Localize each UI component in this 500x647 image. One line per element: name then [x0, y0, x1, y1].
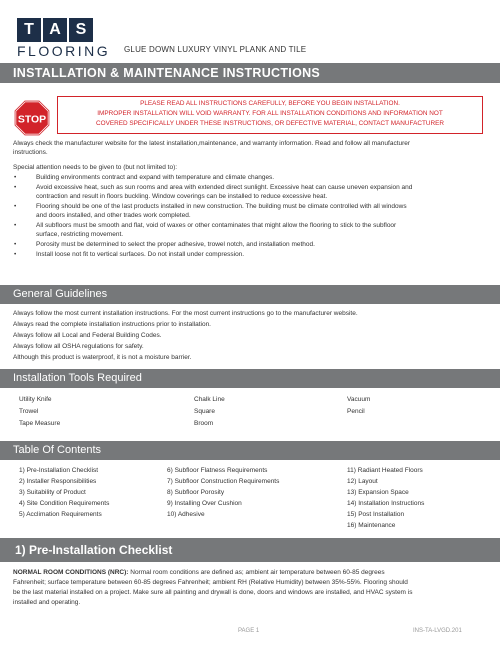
tool-item: Tape Measure	[19, 420, 61, 427]
guideline-line: Although this product is waterproof, it is not a moisture barrier.	[13, 354, 192, 361]
toc-item[interactable]: 7) Subfloor Construction Requirements	[167, 478, 280, 485]
toc-item[interactable]: 13) Expansion Space	[347, 489, 409, 496]
toc-heading-band	[0, 441, 500, 460]
tool-item: Square	[194, 408, 215, 415]
bullet-dot-icon: •	[14, 184, 17, 191]
nrc-paragraph-line	[13, 568, 493, 577]
logo-letter-t: T	[17, 18, 41, 42]
guideline-line: Always follow all OSHA regulations for safety.	[13, 343, 144, 350]
bullet-text: Avoid excessive heat, such as sun rooms and area with extended direct sunlight. Excessive heat can cause uneven expansion and	[36, 184, 413, 191]
tool-item: Chalk Line	[194, 396, 225, 403]
toc-item[interactable]: 16) Maintenance	[347, 522, 396, 529]
toc-item[interactable]: 5) Acclimation Requirements	[19, 511, 102, 518]
bullet-dot-icon: •	[14, 203, 17, 210]
toc-item[interactable]: 6) Subfloor Flatness Requirements	[167, 467, 268, 474]
bullet-text: surface, restricting movement.	[36, 231, 124, 238]
bullet-text: All subfloors must be smooth and flat, void of waxes or other contaminates that might allow the flooring to stick to the subfloor	[36, 222, 397, 229]
tool-item: Pencil	[347, 408, 365, 415]
bullet-dot-icon: •	[14, 174, 17, 181]
bullet-dot-icon: •	[14, 222, 17, 229]
bullet-text: Building environments contract and expand with temperature and climate changes.	[36, 174, 275, 181]
tool-item: Utility Knife	[19, 396, 52, 403]
warning-line: IMPROPER INSTALLATION WILL VOID WARRANTY. FOR ALL INSTALLATION CONDITIONS AND INFORMATION NOT	[97, 110, 443, 117]
bullet-text: Porosity must be determined to select the proper adhesive, trowel notch, and installation method.	[36, 241, 315, 248]
warning-line: PLEASE READ ALL INSTRUCTIONS CAREFULLY, BEFORE YOU BEGIN INSTALLATION.	[140, 100, 400, 107]
toc-item[interactable]: 4) Site Condition Requirements	[19, 500, 110, 507]
bullet-item	[0, 173, 500, 182]
toc-item[interactable]: 10) Adhesive	[167, 511, 205, 518]
tool-item: Broom	[194, 420, 214, 427]
nrc-paragraph-line: installed and operating.	[13, 599, 81, 606]
general-guidelines-heading-band	[0, 285, 500, 304]
nrc-paragraph-line: be the last material installed on a project. Make sure all painting and drywall is done, doors and windows are installed, and HVAC system is	[13, 589, 413, 596]
special-attention-text: Special attention needs to be given to (but not limited to):	[13, 164, 178, 171]
section-heading: 1) Pre-Installation Checklist	[15, 543, 173, 557]
toc-item[interactable]: 11) Radiant Heated Floors	[347, 467, 423, 474]
warning-box	[57, 96, 483, 134]
tool-item: Trowel	[19, 408, 39, 415]
page-title: INSTALLATION & MAINTENANCE INSTRUCTIONS	[13, 66, 321, 80]
guideline-line: Always follow all Local and Federal Building Codes.	[13, 332, 162, 339]
logo-letter-s: S	[69, 18, 93, 42]
toc-item[interactable]: 15) Post Installation	[347, 511, 405, 518]
bullet-item	[0, 202, 500, 220]
toc-item[interactable]: 12) Layout	[347, 478, 378, 485]
logo-letter-a: A	[43, 18, 67, 42]
toc-item[interactable]: 3) Suitability of Product	[19, 489, 86, 496]
stop-sign-icon	[13, 99, 51, 137]
bullet-dot-icon: •	[14, 241, 17, 248]
toc-item[interactable]: 2) Installer Responsibilities	[19, 478, 97, 485]
toc-item[interactable]: 8) Subfloor Porosity	[167, 489, 225, 496]
toc-item[interactable]: 1) Pre-Installation Checklist	[19, 467, 99, 474]
tools-heading-band	[0, 369, 500, 388]
document-code: INS-TA-LVGD.201	[413, 628, 462, 634]
bullet-text: contraction and result in floors buckling. Window coverings can be installed to reduce excessive heat.	[36, 193, 328, 200]
bullet-item	[0, 240, 500, 249]
checklist-heading-band	[0, 538, 500, 562]
nrc-paragraph-line: Fahrenheit; surface temperature between 60-85 degrees Fahrenheit; ambient RH (Relative Humidity) between 35%-55%. Flooring should	[13, 579, 408, 586]
bullet-item	[0, 250, 500, 259]
intro-line: instructions.	[13, 149, 48, 156]
document-subtitle: GLUE DOWN LUXURY VINYL PLANK AND TILE	[124, 45, 307, 54]
section-heading: General Guidelines	[13, 288, 108, 300]
section-heading: Installation Tools Required	[13, 372, 142, 384]
bullet-dot-icon: •	[14, 251, 17, 258]
stop-label: STOP	[17, 114, 47, 126]
toc-item[interactable]: 14) Installation Instructions	[347, 500, 425, 507]
bullet-item	[0, 183, 500, 201]
warning-line: COVERED SPECIFICALLY UNDER THESE INSTRUCTIONS, OR DEFECTIVE MATERIAL, CONTACT MANUFACTURER	[96, 120, 444, 127]
guideline-line: Always read the complete installation instructions prior to installation.	[13, 321, 211, 328]
tas-logo	[17, 18, 93, 42]
page-number: PAGE 1	[238, 628, 260, 634]
guideline-line: Always follow the most current installation instructions. For the most current instructions go to the manufacturer website.	[13, 310, 358, 317]
bullet-item	[0, 221, 500, 239]
intro-line: Always check the manufacturer website for the latest installation,maintenance, and warranty information. Read and follow all manufacturer	[13, 140, 411, 147]
bullet-text: Install loose not fit to vertical surfaces. Do not install under compression.	[36, 251, 245, 258]
toc-item[interactable]: 9) Installing Over Cushion	[167, 500, 242, 507]
tool-item: Vacuum	[347, 396, 371, 403]
nrc-text: Normal room conditions are defined as; ambient air temperature between 60-85 degrees	[128, 569, 385, 576]
document-header	[0, 0, 500, 62]
nrc-label: NORMAL ROOM CONDITIONS (NRC):	[13, 569, 129, 576]
section-heading: Table Of Contents	[13, 444, 102, 456]
main-title-band	[0, 63, 500, 83]
bullet-text: and doors installed, and other trades work completed.	[36, 212, 191, 219]
logo-wordmark: FLOORING	[17, 43, 111, 59]
bullet-text: Flooring should be one of the last products installed in new construction. The building must be climate controlled with all windows	[36, 203, 407, 210]
